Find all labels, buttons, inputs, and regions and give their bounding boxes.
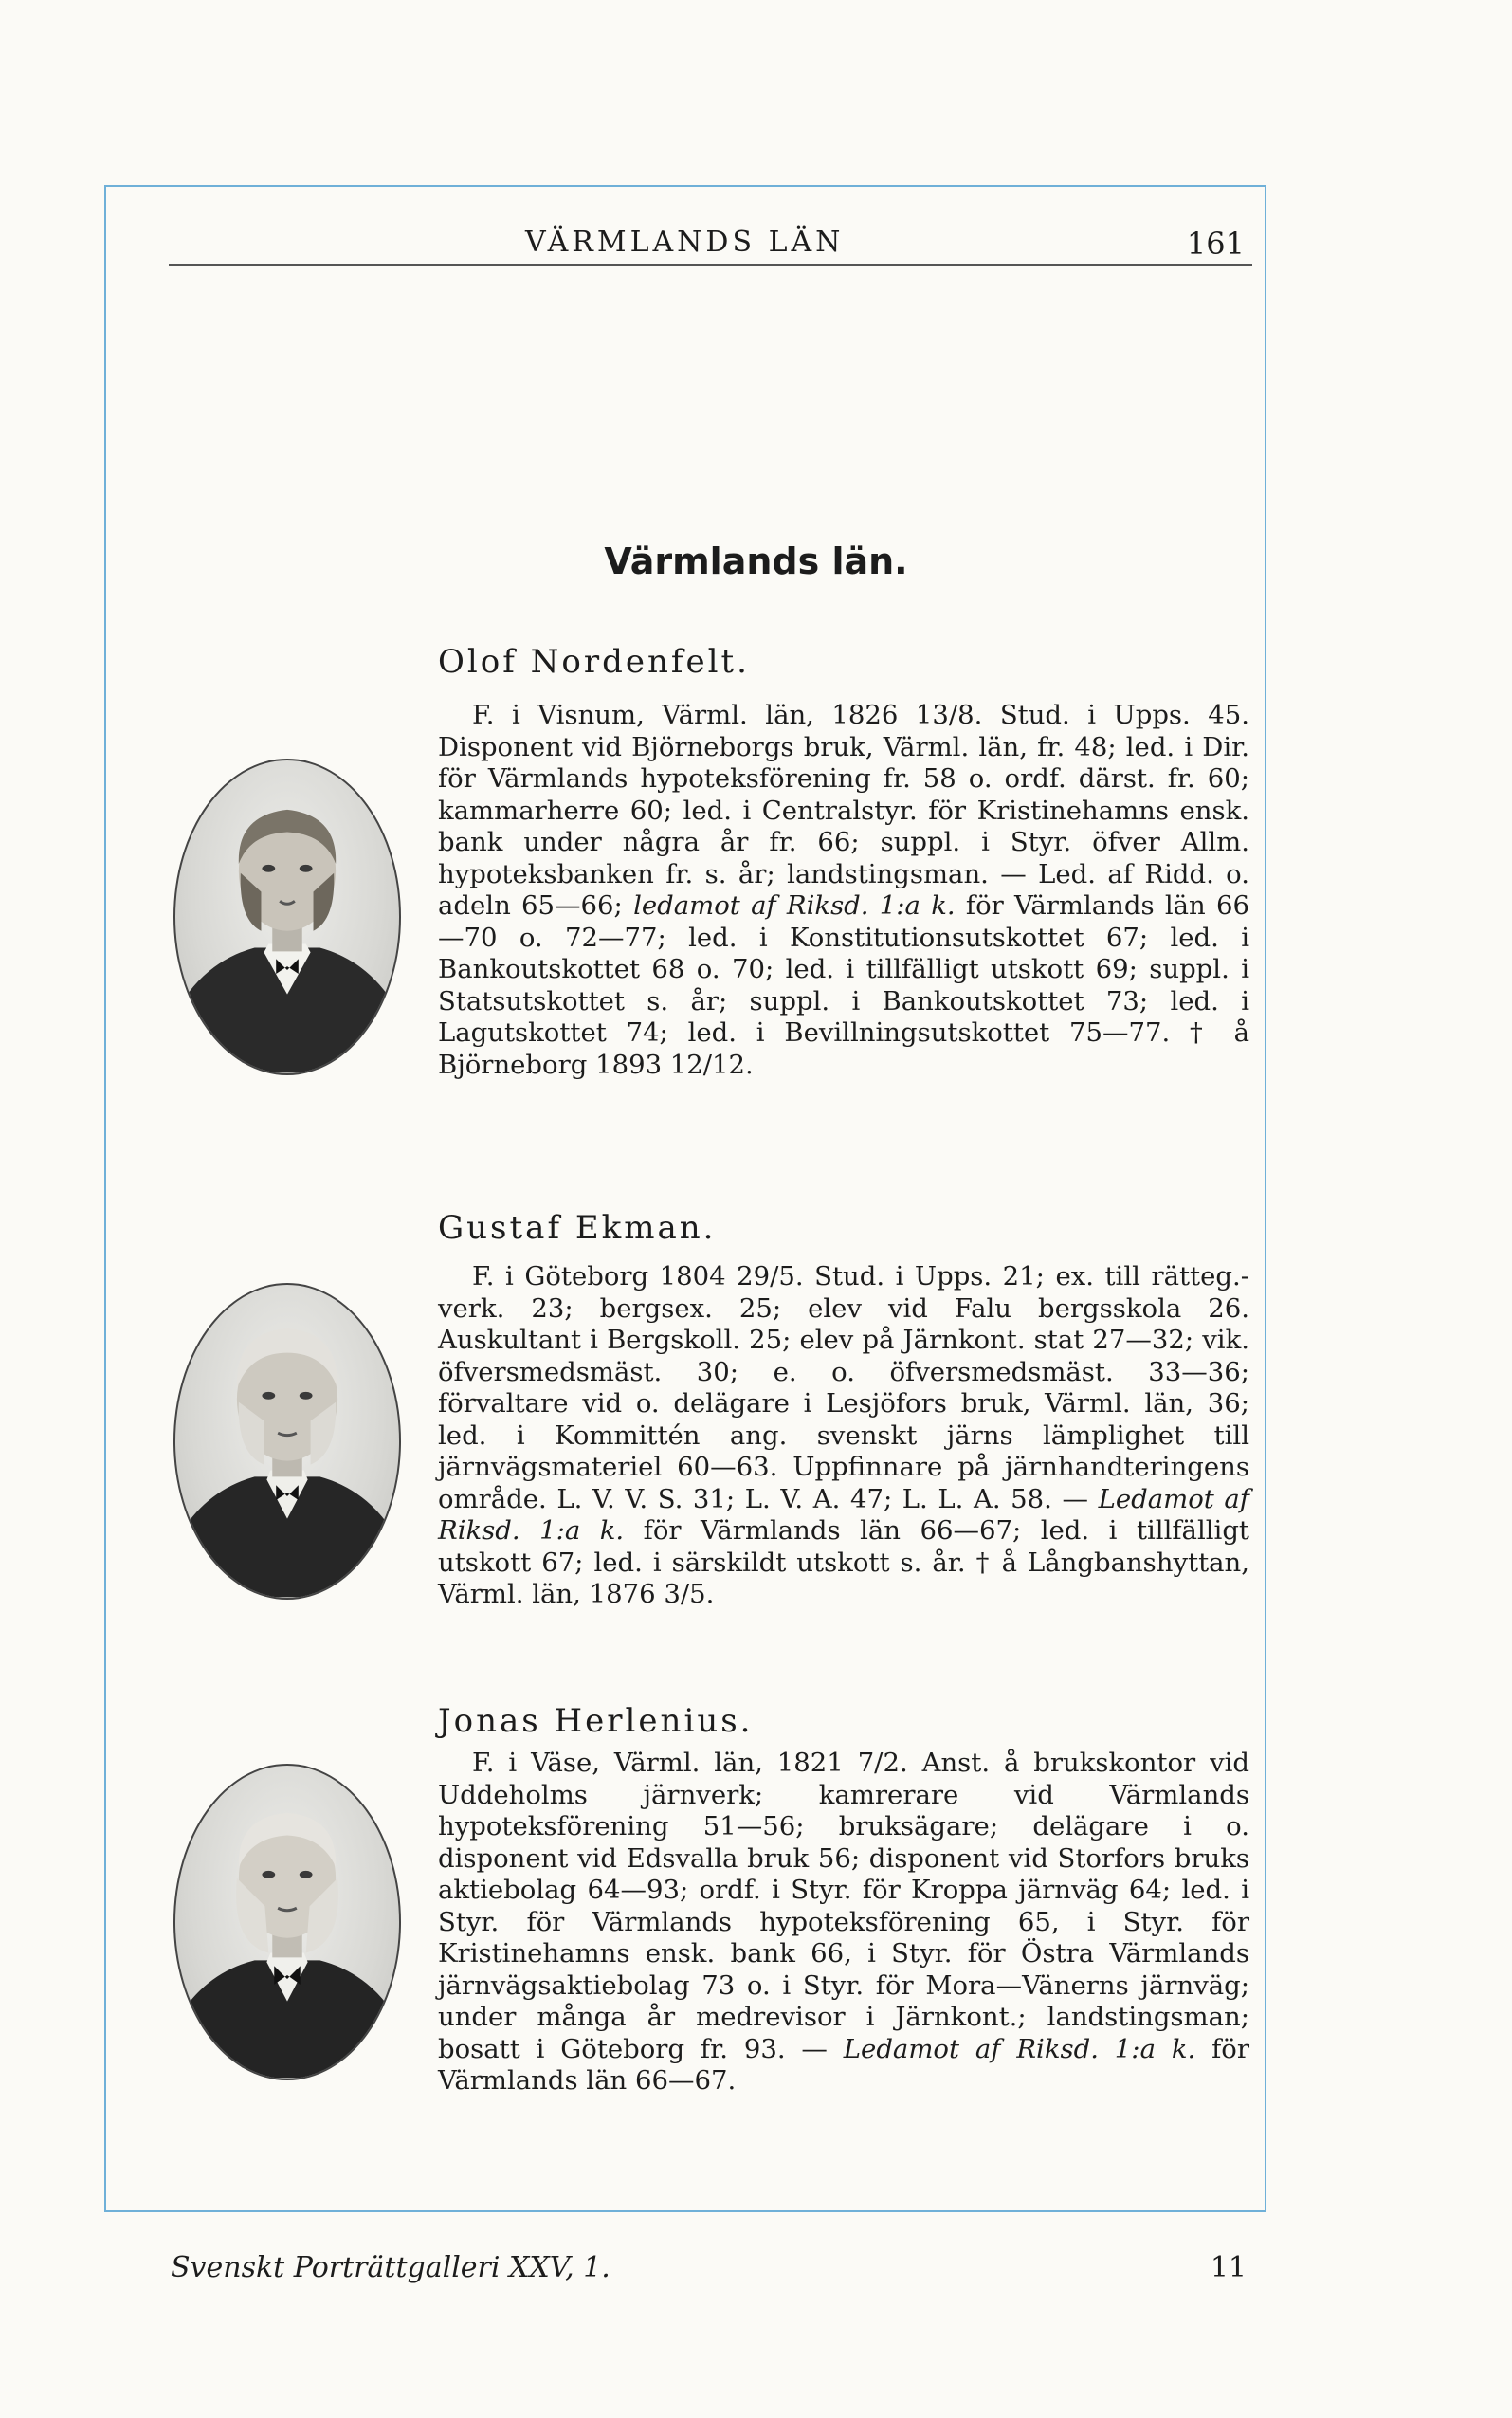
entry-bio-2 xyxy=(438,1261,1249,1611)
entry-name-2: Gustaf Ekman. xyxy=(438,1209,717,1247)
bio-italic-2: Ledamot af Riksd. 1:a k. xyxy=(438,1483,1249,1546)
bio-text-3a: F. i Väse, Värml. län, 1821 7/2. Anst. å brukskontor vid Uddeholms järnverk; kamrerare vid Värmlands hypoteksförening 51—56; bruksägare; delägare i o. disponent vid Edsvalla bruk 56; disponent vid Storfors bruks aktiebolag 64—93; ordf. i Styr. för Kroppa järnväg 64; led. i Styr. för Värmlands hypoteksförening 65, i Styr. för Kristinehamns ensk. bank 66, i Styr. för Östra Värmlands järnvägsaktiebolag 73 o. i Styr. för Mora—Vänerns järnväg; under många år medrevisor i Järnkont.; landstingsman; bosatt i Göteborg fr. 93. — xyxy=(438,1748,1249,2064)
bio-text-2a: F. i Göteborg 1804 29/5. Stud. i Upps. 21; ex. till rätteg.-verk. 23; bergsex. 25; elev vid Falu bergsskola 26. Auskultant i Bergskoll. 25; elev på Järnkont. stat 27—32; vik. öfversmedsmäst. 30; e. o. öfversmedsmäst. 33—36; förvaltare vid o. delägare i Lesjöfors bruk, Värml. län, 36; led. i Kommittén ang. svenskt järns lämplighet till järnvägsmateriel 60—63. Uppfinnare på järnhandteringens område. L. V. V. S. 31; L. V. A. 47; L. L. A. 58. — xyxy=(438,1261,1249,1514)
bio-text-1a: F. i Visnum, Värml. län, 1826 13/8. Stud. i Upps. 45. Disponent vid Björneborgs bruk, Värml. län, fr. 48; led. i Dir. för Värmlands hypoteksförening fr. 58 o. ordf. därst. fr. 60; kammarherre 60; led. i Centralstyr. för Kristinehamns ensk. bank under några år fr. 66; suppl. i Styr. öfver Allm. hypoteksbanken fr. s. år; landstingsman. — Led. af Ridd. o. adeln 65—66; xyxy=(438,700,1249,921)
bio-text-3b: för Värmlands län 66—67. xyxy=(438,2033,1249,2096)
entry-bio-3 xyxy=(438,1748,1249,2097)
portrait-figure-2 xyxy=(175,1285,399,1598)
bio-text-1b: för Värmlands län 66—70 o. 72—77; led. i Konstitutionsutskottet 67; led. i Bankoutskottet 68 o. 70; led. i tillfälligt utskott 69; suppl. i Statsutskottet s. år; suppl. i Bankoutskottet 73; led. i Lagutskottet 74; led. i Bevillningsutskottet 75—77. † å Björneborg 1893 12/12. xyxy=(438,890,1250,1080)
entry-name-1: Olof Nordenfelt. xyxy=(438,643,750,681)
entry-name-3: Jonas Herlenius. xyxy=(438,1702,754,1740)
section-title: Värmlands län. xyxy=(604,540,908,582)
portrait-figure-1 xyxy=(175,760,399,1073)
bio-text-2b: för Värmlands län 66—67; led. i tillfälligt utskott 67; led. i särskildt utskott s. år. † å Långbanshyttan, Värml. län, 1876 3/5. xyxy=(438,1515,1249,1609)
portrait-photo-icon xyxy=(173,1283,401,1600)
running-title: VÄRMLANDS LÄN xyxy=(525,226,845,259)
portrait-photo-icon xyxy=(173,759,401,1075)
portrait-figure-3 xyxy=(175,1766,399,2079)
entry-bio-1 xyxy=(438,700,1249,1081)
portrait-photo-icon xyxy=(173,1764,401,2080)
bio-italic-1: ledamot af Riksd. 1:a k. xyxy=(633,890,956,921)
footer-signature: 11 xyxy=(1210,2251,1247,2284)
bio-italic-3: Ledamot af Riksd. 1:a k. xyxy=(843,2033,1196,2064)
running-head xyxy=(169,226,1252,266)
footer-publication: Svenskt Porträttgalleri XXV, 1. xyxy=(171,2251,610,2284)
page-number: 161 xyxy=(1186,226,1245,262)
